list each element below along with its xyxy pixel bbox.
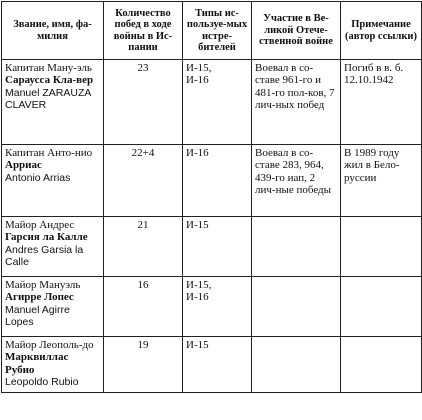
fighter-type: И-15, (186, 279, 212, 291)
name-surname: Арриас (5, 159, 42, 172)
cell-ww2: Воевал в со-ставе 283, 964, 439-го иап, 2 лич-ные победы (252, 145, 341, 217)
name-surname: Сараусса Кла-вер (5, 74, 94, 87)
cell-fighters (183, 217, 252, 277)
fighter-type: И-15 (186, 339, 209, 351)
table-header-row (2, 2, 422, 60)
name-prefix: Майор Леополь-до (5, 339, 94, 351)
name-surname: Гарсия ла Калле (5, 231, 88, 244)
header-victories: Количество побед в ходе войны в Ис-пании (104, 2, 183, 60)
cell-note (341, 337, 422, 393)
header-note: Примечание (автор ссылки) (341, 2, 422, 60)
cell-victories: 16 (104, 277, 183, 337)
name-latin: Manuel ZARAUZA CLAVER (5, 86, 91, 112)
name-latin: Manuel Agirre Lopes (5, 303, 70, 329)
name-surname: Агирре Лопес (5, 291, 74, 304)
header-name: Звание, имя, фа-милия (2, 2, 104, 60)
name-prefix: Капитан Ману-эль (5, 62, 92, 74)
header-fighters: Типы ис-пользуе-мых истре-бителей (183, 2, 252, 60)
cell-fighters (183, 337, 252, 393)
cell-name (2, 60, 104, 145)
cell-note: В 1989 году жил в Бело-руссии (341, 145, 422, 217)
cell-name (2, 145, 104, 217)
fighter-type: И-16 (186, 291, 209, 304)
cell-ww2: Воевал в со-ставе 961-го и 481-го пол-ков, 7 лич-ных побед (252, 60, 341, 145)
name-latin: Leopoldo Rubio (5, 376, 79, 389)
cell-note: Погиб в в. б. 12.10.1942 (341, 60, 422, 145)
cell-note (341, 217, 422, 277)
cell-victories: 19 (104, 337, 183, 393)
cell-name (2, 217, 104, 277)
cell-note (341, 277, 422, 337)
cell-victories: 23 (104, 60, 183, 145)
table-row (2, 217, 422, 277)
name-latin: Antonio Arrias (5, 171, 71, 184)
pilots-table (1, 1, 422, 393)
table-row (2, 60, 422, 145)
cell-ww2 (252, 277, 341, 337)
cell-name (2, 337, 104, 393)
cell-fighters (183, 60, 252, 145)
fighter-type: И-15, (186, 62, 212, 74)
name-prefix: Майор Андрес (5, 219, 75, 231)
table-row (2, 277, 422, 337)
header-ww2: Участие в Ве-ликой Отече-ственной войне (252, 2, 341, 60)
fighter-type: И-15 (186, 219, 209, 231)
name-prefix: Майор Мануэль (5, 279, 81, 291)
cell-victories: 21 (104, 217, 183, 277)
table-row (2, 337, 422, 393)
cell-name (2, 277, 104, 337)
table-row (2, 145, 422, 217)
cell-victories: 22+4 (104, 145, 183, 217)
fighter-type: И-16 (186, 74, 209, 87)
cell-ww2 (252, 217, 341, 277)
cell-ww2 (252, 337, 341, 393)
cell-fighters (183, 145, 252, 217)
fighter-type: И-16 (186, 147, 209, 159)
name-surname: Марквиллас Рубио (5, 351, 69, 376)
name-latin: Andres Garsia la Calle (5, 243, 84, 269)
name-prefix: Капитан Анто-нио (5, 147, 93, 159)
cell-fighters (183, 277, 252, 337)
